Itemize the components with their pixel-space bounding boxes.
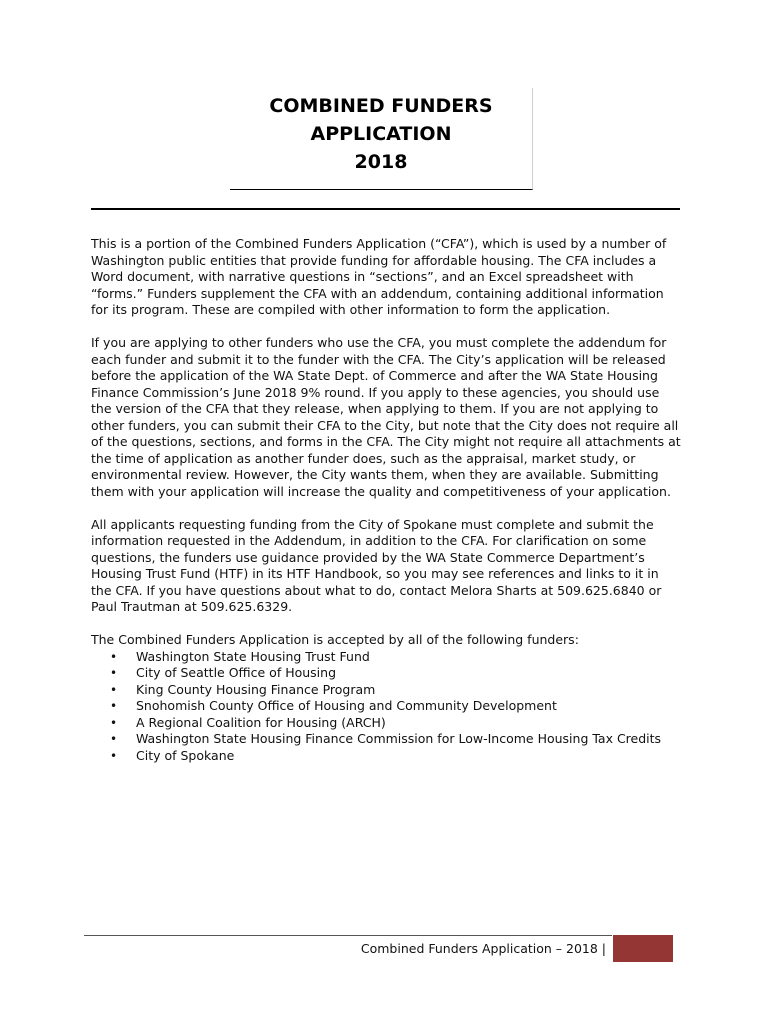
title-block xyxy=(230,88,533,190)
funder-name: A Regional Coalition for Housing (ARCH) xyxy=(136,714,386,730)
spokane-requirements-paragraph: All applicants requesting funding from the City of Spokane must complete and submit the information requested in the Addendum, in addition to the CFA. For clarification on some questions, the funders use guidance provided by the WA State Commerce Department’s Housing Trust Fund (HTF) in its HTF Handbook, so you may see references and links to it in the CFA. If you have questions about what to do, contact Melora Sharts at 509.625.6840 or Paul Trautman at 509.625.6329. xyxy=(91,516,662,614)
document-title-line-2: APPLICATION xyxy=(310,123,452,145)
funders-list xyxy=(91,649,681,765)
document-title-line-1: COMBINED FUNDERS xyxy=(269,95,493,117)
footer-label: Combined Funders Application – 2018 | xyxy=(360,941,606,956)
bullet-icon: • xyxy=(110,649,118,664)
other-funders-paragraph: If you are applying to other funders who use the CFA, you must complete the addendum for each funder and submit it to the funder with the CFA. The City’s application will be released before the application of the WA State Dept. of Commerce and after the WA State Housing Finance Commission’s June 2018 9% round. If you apply to these agencies, you should use the version of the CFA that they release, when applying to them. If you are not applying to other funders, you can submit their CFA to the City, but note that the City does not require all of the questions, sections, and forms in the CFA. The City might not require all attachments at the time of application as another funder does, such as the appraisal, market study, or environmental review. However, the City wants them, when they are available. Submitting them with your application will increase the quality and competitiveness of your application. xyxy=(91,335,681,499)
document-title-year: 2018 xyxy=(354,151,408,173)
list-item xyxy=(91,731,681,748)
list-item xyxy=(91,698,681,715)
document-body xyxy=(91,236,681,764)
list-item xyxy=(91,748,681,765)
list-item xyxy=(91,649,681,666)
list-item xyxy=(91,715,681,732)
intro-paragraph: This is a portion of the Combined Funders Application (“CFA”), which is used by a number of Washington public entities that provide funding for affordable housing. The CFA includes a Word document, with narrative questions in “sections”, and an Excel spreadsheet with “forms.” Funders supplement the CFA with an addendum, containing additional information for its program. These are compiled with other information to form the application. xyxy=(91,236,667,317)
header-divider xyxy=(91,208,680,210)
funders-intro: The Combined Funders Application is accepted by all of the following funders: xyxy=(91,632,579,647)
footer-accent-block xyxy=(613,935,673,962)
funder-name: Snohomish County Office of Housing and Community Development xyxy=(136,698,557,713)
funder-name: City of Spokane xyxy=(136,747,235,763)
funder-name: King County Housing Finance Program xyxy=(136,681,376,697)
footer-divider xyxy=(84,935,612,936)
bullet-icon: • xyxy=(110,732,118,746)
bullet-icon: • xyxy=(110,682,118,697)
funder-name: Washington State Housing Trust Fund xyxy=(136,648,370,664)
list-item xyxy=(91,682,681,699)
funder-name: Washington State Housing Finance Commission for Low-Income Housing Tax Credits xyxy=(136,731,662,746)
list-item xyxy=(91,665,681,682)
bullet-icon: • xyxy=(110,715,118,730)
bullet-icon: • xyxy=(110,699,118,713)
bullet-icon: • xyxy=(110,748,118,763)
bullet-icon: • xyxy=(110,666,118,680)
funder-name: City of Seattle Office of Housing xyxy=(136,665,337,680)
